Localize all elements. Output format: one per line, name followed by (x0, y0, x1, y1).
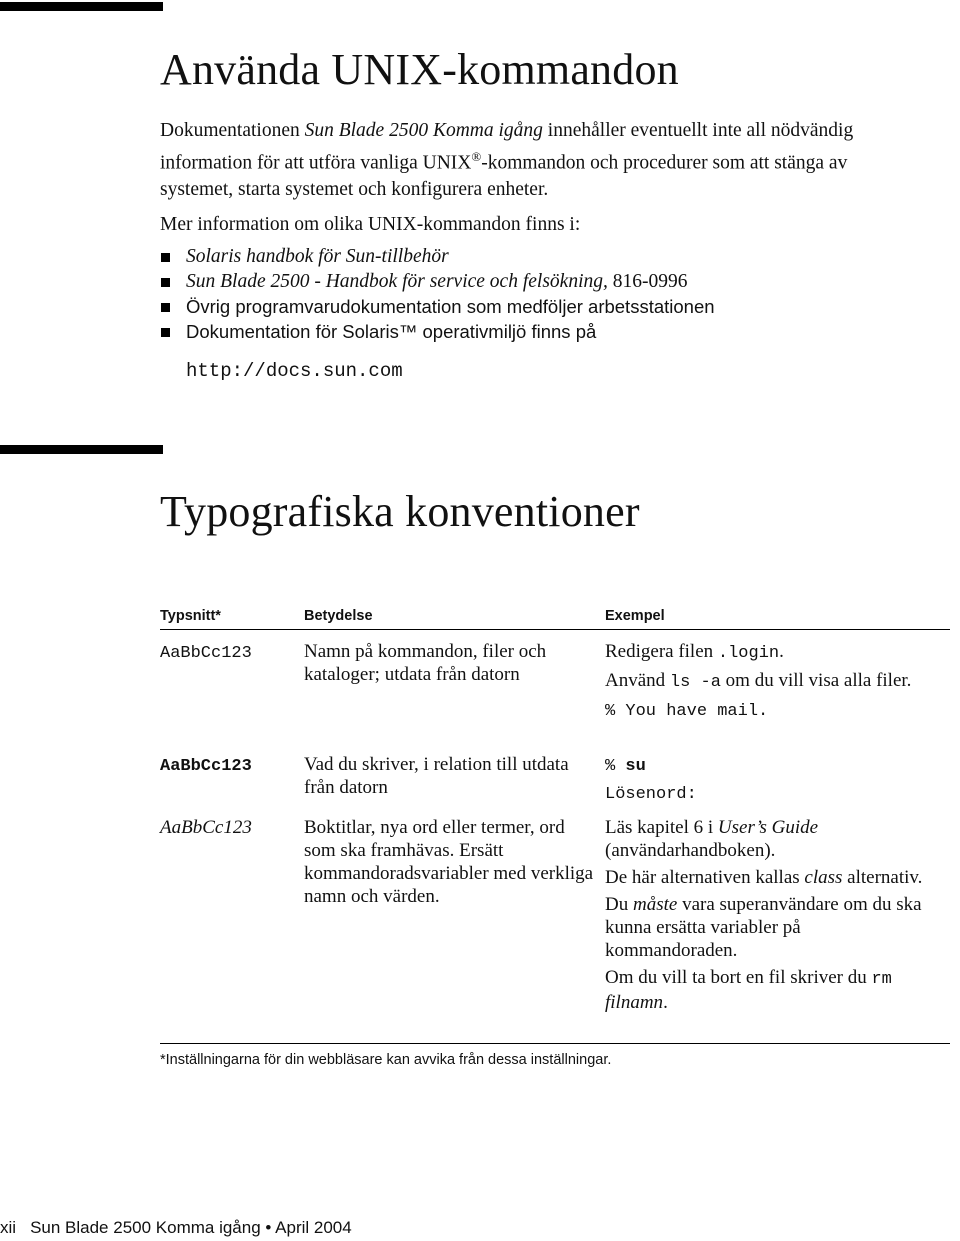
example-text: ls -a (669, 673, 721, 692)
meaning-cell: Vad du skriver, i relation till utdata från datorn (304, 754, 569, 798)
docs-url-link[interactable]: http://docs.sun.com (186, 360, 403, 382)
list-item-text: Dokumentation för Solaris™ operativmiljö finns på (186, 321, 597, 342)
example-line (605, 669, 935, 694)
example-text: vara superanvändare om du ska kunna ersätta variabler på kommandoraden. (605, 894, 922, 961)
column-header-font: Typsnitt* (160, 608, 221, 624)
example-text: rm (871, 970, 892, 989)
example-line (605, 640, 935, 665)
table-footnote: *Inställningarna för din webbläsare kan avvika från dessa inställningar. (160, 1052, 612, 1068)
meaning-cell: Boktitlar, nya ord eller termer, ord som ska framhävas. Ersätt kommandoradsvariabler med verkliga namn och värden. (304, 817, 594, 907)
example-line (605, 781, 935, 809)
top-section-rule (0, 2, 163, 11)
example-cell (605, 640, 935, 726)
list-item (160, 319, 920, 344)
footer-date: April 2004 (275, 1218, 352, 1237)
example-text: User’s Guide (717, 817, 819, 838)
page-number: xii (0, 1218, 17, 1237)
example-text: om du vill visa alla filer. (720, 670, 912, 691)
example-line (605, 966, 935, 1014)
doc-number: 816-0996 (607, 271, 688, 292)
reference-list (160, 244, 920, 344)
example-text: . (663, 992, 668, 1013)
font-sample: AaBbCc123 (160, 757, 252, 776)
footer-bullet: • (265, 1218, 272, 1237)
book-title: Sun Blade 2500 Komma igång (304, 120, 543, 141)
intro-paragraph (160, 118, 920, 203)
doc-title: Solaris handbok för Sun-tillbehör (186, 246, 449, 267)
example-line (605, 866, 935, 889)
example-line (605, 816, 935, 862)
example-text: su (625, 757, 646, 776)
more-info-paragraph: Mer information om olika UNIX-kommandon finns i: (160, 214, 581, 235)
footer-book-title: Sun Blade 2500 Komma igång (30, 1218, 261, 1237)
table-bottom-rule (160, 1043, 950, 1044)
font-sample: AaBbCc123 (160, 644, 252, 663)
column-header-example: Exempel (605, 608, 665, 624)
section-rule (0, 445, 163, 454)
section-title-typography: Typografiska konventioner (160, 487, 640, 536)
example-line (605, 753, 935, 781)
intro-text: Dokumentationen (160, 120, 305, 141)
bullet-square-icon (161, 303, 170, 312)
example-cell (605, 816, 935, 1018)
table-top-rule (160, 629, 950, 630)
example-text: (användarhandboken). (605, 840, 776, 861)
font-sample: AaBbCc123 (160, 817, 252, 838)
meaning-cell: Namn på kommandon, filer och kataloger; utdata från datorn (304, 641, 547, 685)
bullet-square-icon (161, 328, 170, 337)
example-text: Redigera filen (605, 641, 718, 662)
intro-text: -kommandon och procedurer som att stänga av systemet, starta systemet och konfigurera enheter. (160, 152, 848, 200)
example-text: % (605, 757, 626, 776)
example-text: De här alternativen kallas (605, 867, 805, 888)
example-text: % You have mail. (605, 702, 769, 721)
example-text: Lösenord: (605, 785, 697, 804)
list-item (160, 269, 920, 294)
example-text: Om du vill ta bort en fil skriver du (605, 967, 872, 988)
example-text: Läs kapitel 6 i (605, 817, 718, 838)
example-line (605, 893, 935, 962)
registered-mark: ® (471, 149, 482, 164)
doc-title: Sun Blade 2500 - Handbok för service och felsökning, (186, 271, 608, 292)
example-cell (605, 753, 935, 809)
example-text: class (804, 867, 843, 888)
intro-text: innehåller eventuellt inte all nödvändig information för att utföra vanliga UNIX (160, 120, 854, 174)
bullet-square-icon (161, 278, 170, 287)
example-text: . (779, 641, 784, 662)
example-text: alternativ. (842, 867, 923, 888)
table-header (0, 606, 960, 626)
example-line (605, 698, 935, 726)
bullet-square-icon (161, 253, 170, 262)
example-text: .login (717, 644, 780, 663)
page-footer (0, 1217, 352, 1239)
list-item (160, 294, 920, 319)
list-item-text: Övrig programvarudokumentation som medföljer arbetsstationen (186, 296, 715, 317)
section-title-unix: Använda UNIX-kommandon (160, 45, 679, 94)
column-header-meaning: Betydelse (304, 608, 373, 624)
example-text: måste (632, 894, 678, 915)
example-text: Du (605, 894, 633, 915)
example-text: Använd (605, 670, 670, 691)
example-text: filnamn (605, 992, 664, 1013)
list-item (160, 244, 920, 269)
